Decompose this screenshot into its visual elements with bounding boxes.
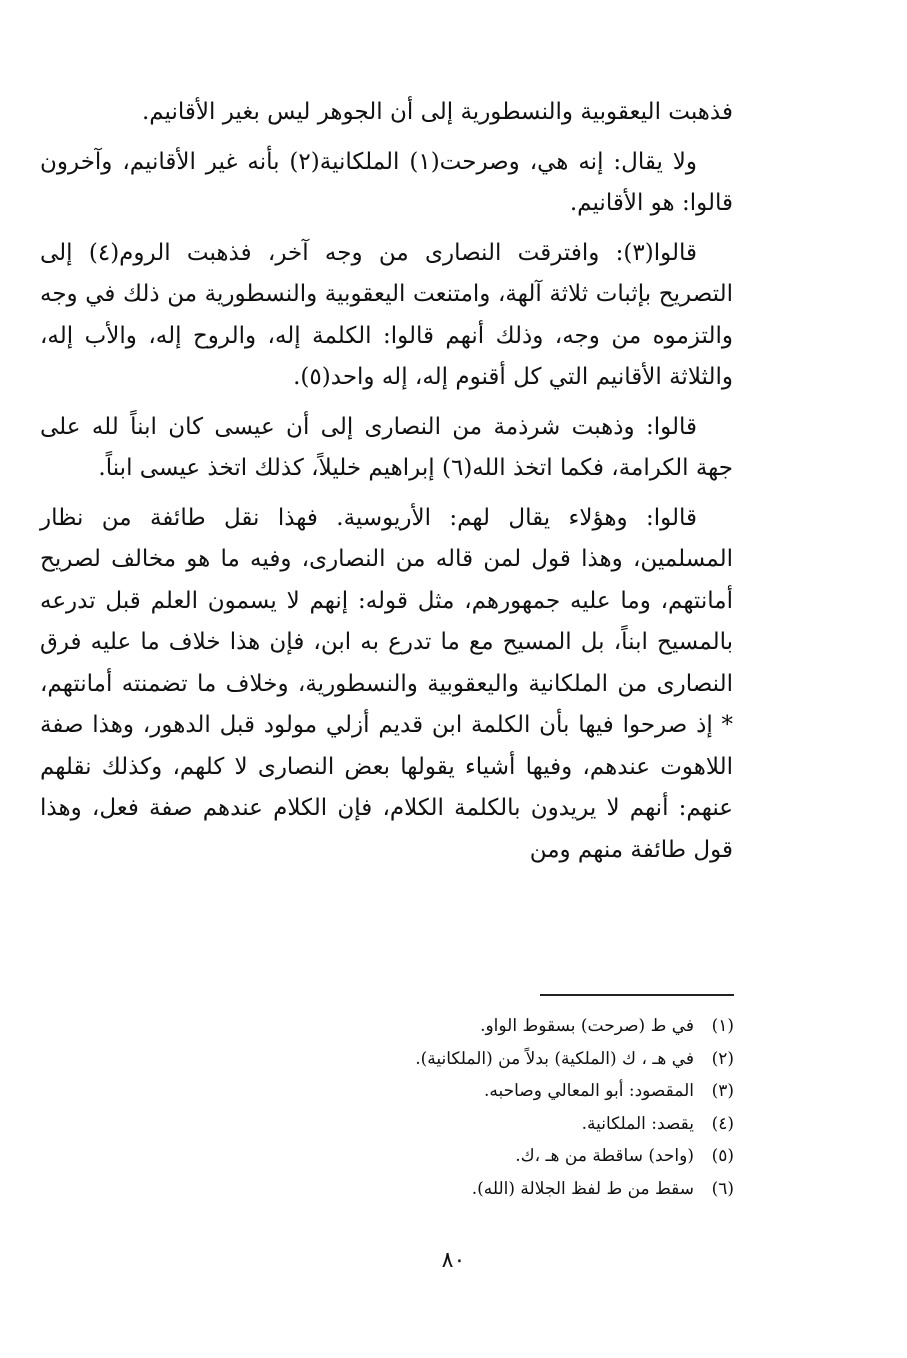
footnote-4 xyxy=(300,1108,734,1141)
footnote-number: (٣) xyxy=(711,1081,734,1101)
footnote-number: (١) xyxy=(711,1016,734,1036)
footnote-5 xyxy=(300,1140,734,1173)
paragraph-3: قالوا(٣): وافترقت النصارى من وجه آخر، فذهبت الروم(٤) إلى التصريح بإثبات ثلاثة آلهة، وامتنعت اليعقوبية والنسطورية من ذلك في وجه والتزموه من وجه، وذلك أنهم قالوا: الكلمة إله، والروح إله، والأب إله، والثلاثة الأقانيم التي كل أقنوم إله، إله واحد(٥). xyxy=(40,239,733,390)
footnote-number: (٢) xyxy=(711,1048,734,1069)
footnote-text: المقصود: أبو المعالي وصاحبه. xyxy=(483,1081,694,1101)
footnote-text: سقط من ط لفظ الجلالة (الله). xyxy=(471,1178,694,1199)
footnote-text: في ط (صرحت) بسقوط الواو. xyxy=(480,1016,694,1036)
footnote-text: في هـ ، ك (الملكية) بدلاً من (الملكانية). xyxy=(415,1048,694,1069)
footnotes xyxy=(300,1010,734,1205)
page-number: ٨٠ xyxy=(441,1248,466,1273)
footnote-text: يقصد: الملكانية. xyxy=(581,1113,694,1134)
paragraph-1: فذهبت اليعقوبية والنسطورية إلى أن الجوهر ليس بغير الأقانيم. xyxy=(141,99,733,125)
footnote-number: (٤) xyxy=(711,1113,734,1134)
footnote-3 xyxy=(300,1075,734,1108)
footnote-1 xyxy=(300,1010,734,1043)
footnote-number: (٦) xyxy=(711,1178,734,1199)
main-text xyxy=(40,92,733,879)
footnote-divider xyxy=(540,994,734,996)
footnote-number: (٥) xyxy=(711,1146,734,1166)
footnote-6 xyxy=(300,1173,734,1206)
paragraph-2: ولا يقال: إنه هي، وصرحت(١) الملكانية(٢) بأنه غير الأقانيم، وآخرون قالوا: هو الأقانيم. xyxy=(40,148,733,216)
paragraph-4: قالوا: وذهبت شرذمة من النصارى إلى أن عيسى كان ابناً لله على جهة الكرامة، فكما اتخذ الله(٦) إبراهيم خليلاً، كذلك اتخذ عيسى ابناً. xyxy=(40,413,733,481)
paragraph-5: قالوا: وهؤلاء يقال لهم: الأريوسية. فهذا نقل طائفة من نظار المسلمين، وهذا قول لمن قاله من النصارى، وفيه ما هو مخالف لصريح أمانتهم، وما عليه جمهورهم، مثل قوله: إنهم لا يسمون العلم قبل تدرعه بالمسيح ابناً، بل المسيح مع ما تدرع به ابن، فإن هذا خلاف ما عليه فرق النصارى من الملكانية واليعقوبية والنسطورية، وخلاف ما تضمنته أمانتهم، * إذ صرحوا فيها بأن الكلمة ابن قديم أزلي مولود قبل الدهور، وهذا صفة اللاهوت عندهم، وفيها أشياء يقولها بعض النصارى لا كلهم، وكذلك نقلهم عنهم: أنهم لا يريدون بالكلمة الكلام، فإن الكلام عندهم صفة فعل، وهذا قول طائفة منهم ومن xyxy=(40,504,733,863)
footnote-text: (واحد) ساقطة من هـ ،ك. xyxy=(515,1146,694,1166)
footnote-2 xyxy=(300,1043,734,1076)
